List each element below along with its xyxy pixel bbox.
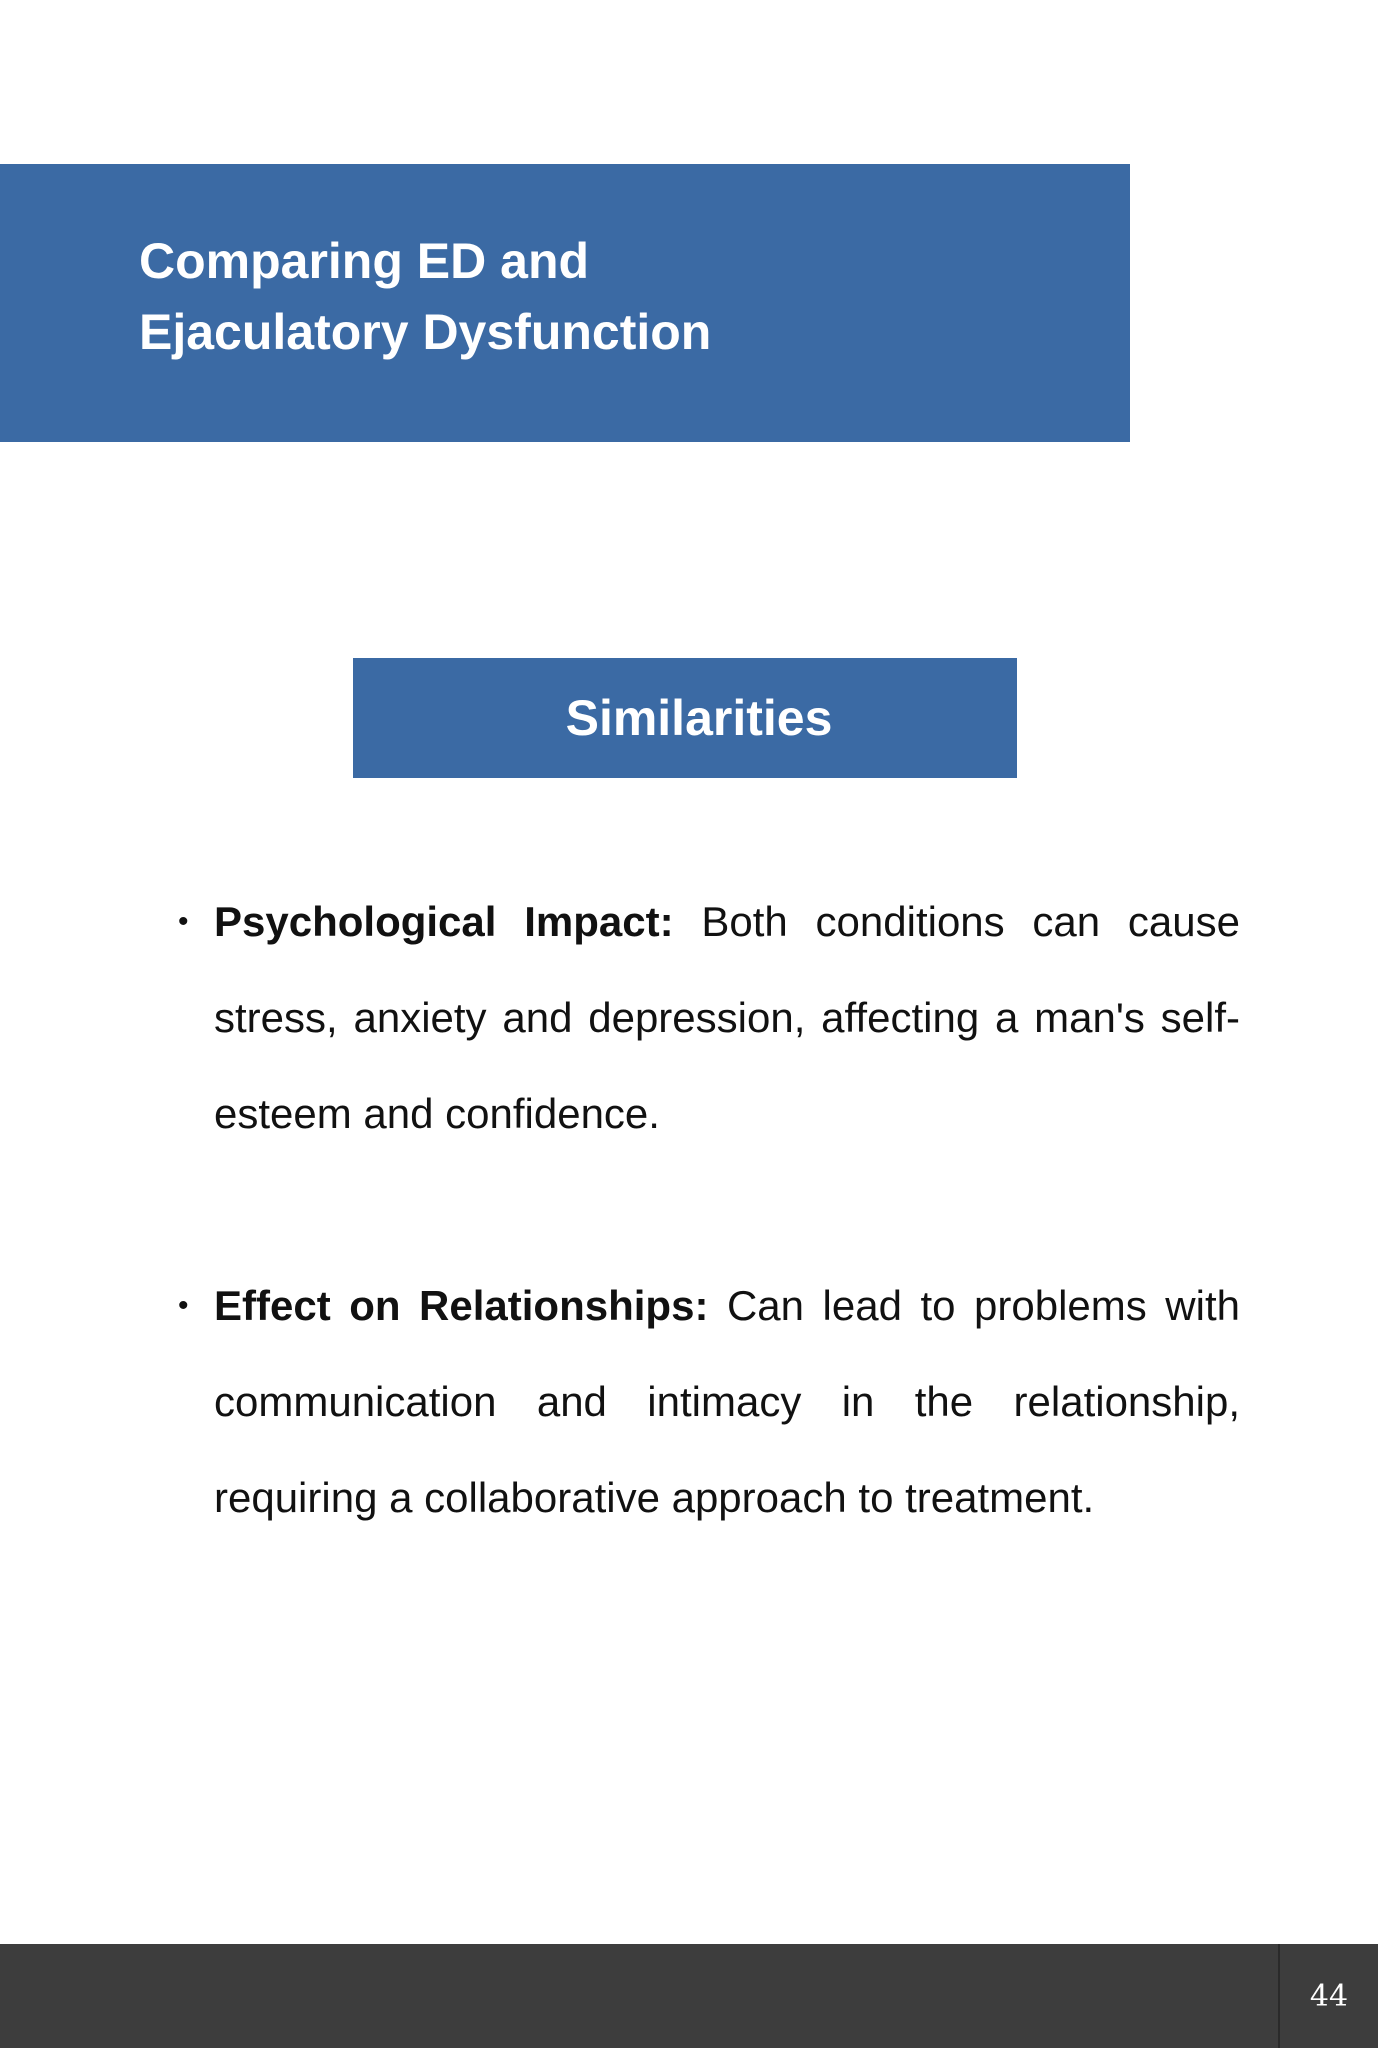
page-number: 44 <box>1278 1944 1378 2048</box>
bullet-item-effect-on-relationships <box>172 1258 1240 1546</box>
bullet-icon: • <box>178 1289 189 1322</box>
footer-bar <box>0 1944 1378 2048</box>
page-title-line-2: Ejaculatory Dysfunction <box>139 304 712 360</box>
bullet-list <box>172 874 1240 1642</box>
bullet-item-psychological-impact <box>172 874 1240 1162</box>
page-title-line-1: Comparing ED and <box>139 233 590 289</box>
section-header <box>353 658 1017 778</box>
section-label: Similarities <box>565 690 833 746</box>
page-title <box>139 226 1039 368</box>
bullet-text: Both conditions can cause stress, anxiety and depression, affecting a man's self-esteem and confidence. <box>214 898 1240 1137</box>
bullet-text: Can lead to problems with communication and intimacy in the relationship, requiring a collaborative approach to treatment. <box>214 1282 1240 1521</box>
bullet-term: Effect on Relationships: <box>214 1282 709 1329</box>
bullet-term: Psychological Impact: <box>214 898 674 945</box>
bullet-icon: • <box>178 905 189 938</box>
